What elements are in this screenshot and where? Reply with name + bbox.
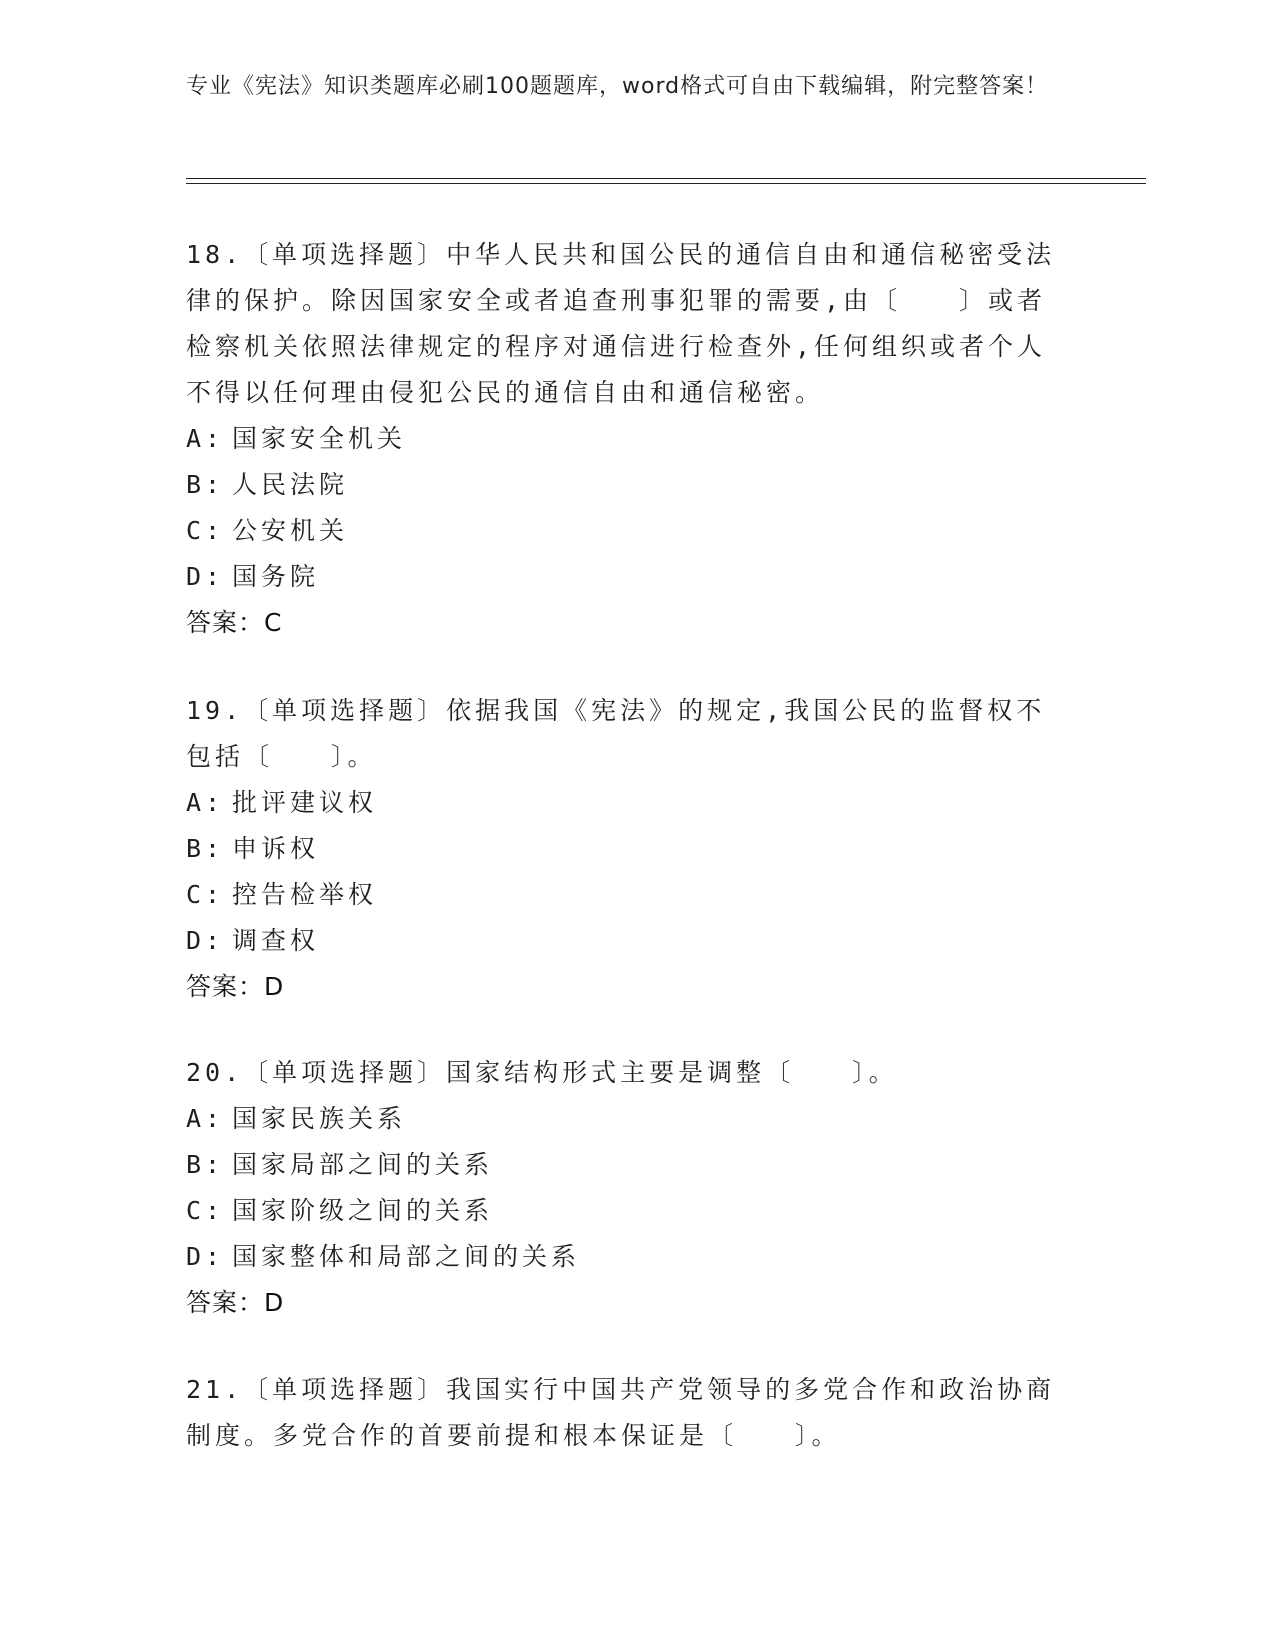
option-d: [186, 918, 1066, 964]
option-d: [186, 1234, 1066, 1280]
answer: 答案：D: [186, 972, 285, 1001]
question-21: [186, 1367, 1066, 1459]
option-label: D:: [186, 562, 225, 591]
option-a: [186, 416, 1066, 462]
option-text: 公安机关: [232, 516, 349, 545]
option-text: 人民法院: [232, 470, 349, 499]
option-label: D:: [186, 1242, 225, 1271]
option-c: [186, 872, 1066, 918]
option-label: C:: [186, 516, 225, 545]
option-label: A:: [186, 1104, 225, 1133]
option-label: C:: [186, 1196, 225, 1225]
option-label: B:: [186, 834, 225, 863]
question-stem: 18.〔单项选择题〕中华人民共和国公民的通信自由和通信秘密受法律的保护。除因国家安全或者追查刑事犯罪的需要,由〔 〕或者检察机关依照法律规定的程序对通信进行检查外,任何组织或者个人不得以任何理由侵犯公民的通信自由和通信秘密。: [186, 240, 1056, 407]
option-label: D:: [186, 926, 225, 955]
option-label: C:: [186, 880, 225, 909]
question-20: [186, 1050, 1066, 1326]
option-label: A:: [186, 788, 225, 817]
option-b: [186, 826, 1066, 872]
option-text: 国家整体和局部之间的关系: [232, 1242, 581, 1271]
document-header: 专业《宪法》知识类题库必刷100题题库，word格式可自由下载编辑，附完整答案！: [186, 74, 1049, 99]
option-a: [186, 780, 1066, 826]
option-label: B:: [186, 470, 225, 499]
option-c: [186, 508, 1066, 554]
option-text: 国家局部之间的关系: [232, 1150, 494, 1179]
option-text: 国务院: [232, 562, 320, 591]
option-c: [186, 1188, 1066, 1234]
option-label: B:: [186, 1150, 225, 1179]
question-stem: 21.〔单项选择题〕我国实行中国共产党领导的多党合作和政治协商制度。多党合作的首要前提和根本保证是〔 〕。: [186, 1375, 1056, 1450]
question-19: [186, 688, 1066, 1010]
header-rule-top: [186, 178, 1146, 179]
option-text: 申诉权: [232, 834, 320, 863]
header-rule-bottom: [186, 183, 1146, 184]
answer: 答案：C: [186, 608, 283, 637]
question-18: [186, 232, 1066, 646]
option-d: [186, 554, 1066, 600]
option-a: [186, 1096, 1066, 1142]
option-label: A:: [186, 424, 225, 453]
answer: 答案：D: [186, 1288, 285, 1317]
option-text: 国家民族关系: [232, 1104, 407, 1133]
option-text: 国家阶级之间的关系: [232, 1196, 494, 1225]
option-text: 批评建议权: [232, 788, 378, 817]
option-text: 国家安全机关: [232, 424, 407, 453]
option-text: 控告检举权: [232, 880, 378, 909]
option-text: 调查权: [232, 926, 320, 955]
question-stem: 19.〔单项选择题〕依据我国《宪法》的规定,我国公民的监督权不包括〔 〕。: [186, 696, 1046, 771]
option-b: [186, 462, 1066, 508]
question-stem: 20.〔单项选择题〕国家结构形式主要是调整〔 〕。: [186, 1058, 898, 1087]
option-b: [186, 1142, 1066, 1188]
